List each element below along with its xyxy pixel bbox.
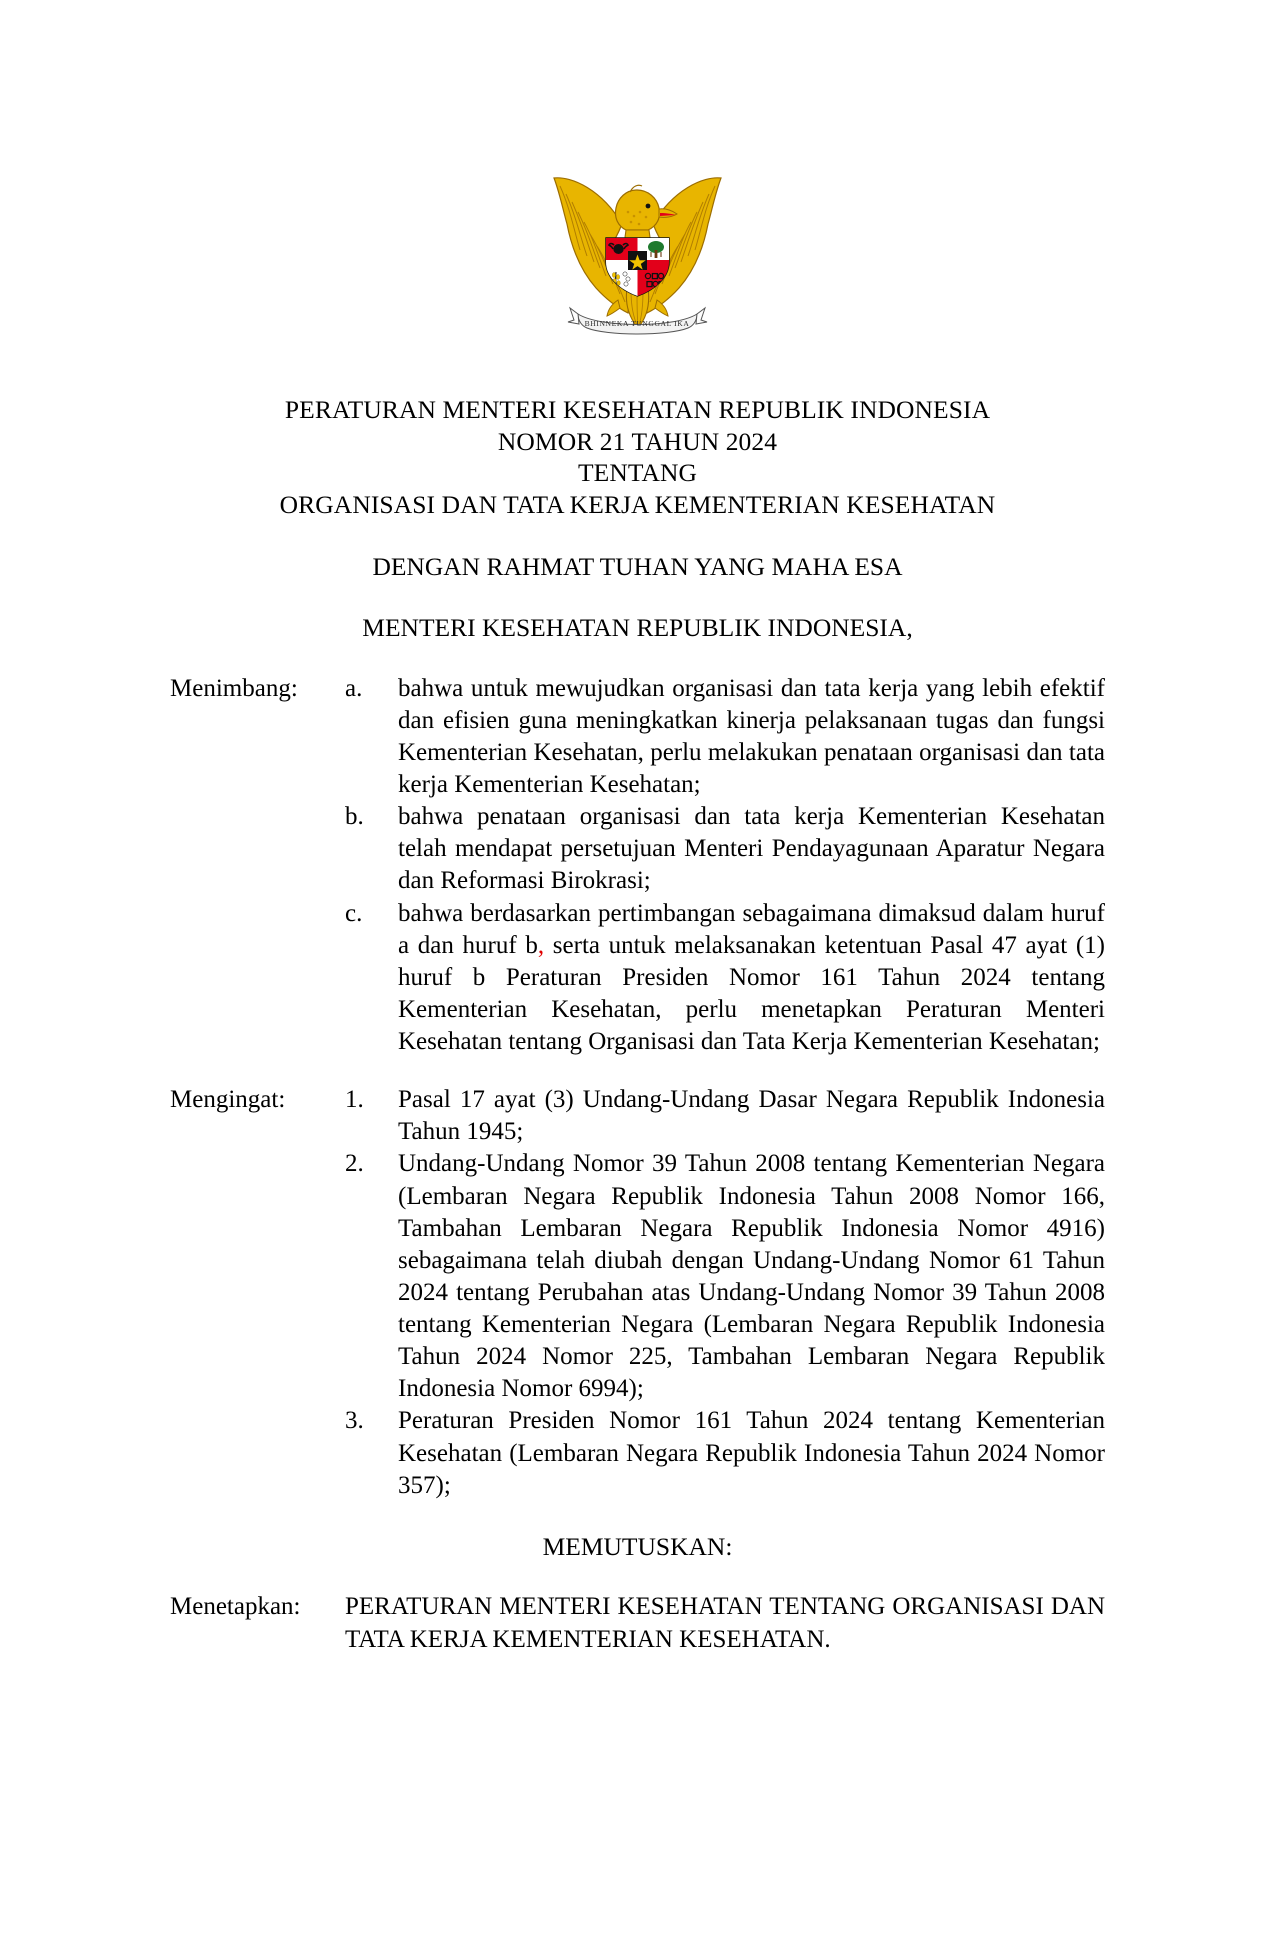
mengingat-item-2 (345, 1148, 1105, 1405)
menetapkan-section (170, 1591, 1105, 1655)
title-line-4: ORGANISASI DAN TATA KERJA KEMENTERIAN KESEHATAN (279, 489, 996, 519)
motto-text: BHINNEKA TUNGGAL IKA (584, 319, 690, 328)
decision-heading: MEMUTUSKAN: (542, 1531, 733, 1561)
invocation-line: DENGAN RAHMAT TUHAN YANG MAHA ESA (372, 552, 903, 582)
mengingat-items (345, 1084, 1105, 1502)
menimbang-marker-c: c. (345, 899, 363, 927)
menimbang-label: Menimbang: (170, 674, 298, 702)
garuda-pancasila-emblem (530, 168, 745, 358)
mengingat-marker-1: 1. (345, 1086, 364, 1114)
menetapkan-label: Menetapkan: (170, 1593, 301, 1621)
document-title-block (170, 394, 1105, 520)
mengingat-text-2: Undang-Undang Nomor 39 Tahun 2008 tentang Kementerian Negara (Lembaran Negara Republik Indonesia Tahun 2008 Nomor 166, Tambahan Lembaran Negara Republik Indonesia Nomor 4916) sebagaimana telah diubah dengan Undang-Undang Nomor 61 Tahun 2024 tentang Perubahan atas Undang-Undang Nomor 39 Tahun 2008 tentang Kementerian Negara (Lembaran Negara Republik Indonesia Tahun 2024 Nomor 225, Tambahan Lembaran Negara Republik Indonesia Nomor 6994); (398, 1150, 1105, 1403)
menimbang-marker-b: b. (345, 803, 364, 831)
menimbang-item-a (345, 673, 1105, 802)
authority-line: MENTERI KESEHATAN REPUBLIK INDONESIA, (362, 613, 913, 643)
menetapkan-text: PERATURAN MENTERI KESEHATAN TENTANG ORGANISASI DAN TATA KERJA KEMENTERIAN KESEHATAN. (345, 1593, 1105, 1653)
menimbang-section (170, 673, 1105, 1059)
menimbang-marker-a: a. (345, 674, 363, 702)
title-line-1: PERATURAN MENTERI KESEHATAN REPUBLIK INDONESIA (284, 395, 991, 424)
mengingat-marker-3: 3. (345, 1407, 364, 1435)
menimbang-text-a: bahwa untuk mewujudkan organisasi dan tata kerja yang lebih efektif dan efisien guna meningkatkan kinerja pelaksanaan tugas dan fungsi Kementerian Kesehatan, perlu melakukan penataan organisasi dan tata kerja Kementerian Kesehatan; (398, 674, 1105, 799)
menimbang-text-c-red-comma: , (537, 931, 545, 959)
title-line-2: NOMOR 21 TAHUN 2024 (497, 426, 778, 456)
menimbang-text-b: bahwa penataan organisasi dan tata kerja Kementerian Kesehatan telah mendapat persetujuan Menteri Pendayagunaan Aparatur Negara dan Reformasi Birokrasi; (398, 803, 1105, 895)
menimbang-item-c (345, 898, 1105, 1059)
menimbang-text-c-part1: bahwa berdasarkan pertimbangan sebagaimana dimaksud dalam huruf a dan huruf b (398, 899, 1105, 959)
mengingat-text-1: Pasal 17 ayat (3) Undang-Undang Dasar Negara Republik Indonesia Tahun 1945; (398, 1086, 1105, 1146)
mengingat-item-3 (345, 1405, 1105, 1501)
mengingat-marker-2: 2. (345, 1150, 364, 1178)
title-line-3: TENTANG (577, 458, 698, 488)
menimbang-text-c-part2: serta untuk melaksanakan ketentuan Pasal 47 ayat (1) huruf b Peraturan Presiden Nomor 161 Tahun 2024 tentang Kementerian Kesehatan, perlu menetapkan Peraturan Menteri Kesehatan tentang Organisasi dan Tata Kerja Kementerian Kesehatan; (398, 931, 1106, 1056)
menimbang-text-c (398, 898, 1105, 1059)
mengingat-text-3: Peraturan Presiden Nomor 161 Tahun 2024 tentang Kementerian Kesehatan (Lembaran Negara Republik Indonesia Tahun 2024 Nomor 357); (398, 1407, 1105, 1499)
menimbang-item-b (345, 801, 1105, 897)
mengingat-item-1 (345, 1084, 1105, 1148)
menimbang-items (345, 673, 1105, 1059)
emblem-container (170, 0, 1105, 358)
mengingat-section (170, 1084, 1105, 1502)
mengingat-label: Mengingat: (170, 1086, 286, 1114)
